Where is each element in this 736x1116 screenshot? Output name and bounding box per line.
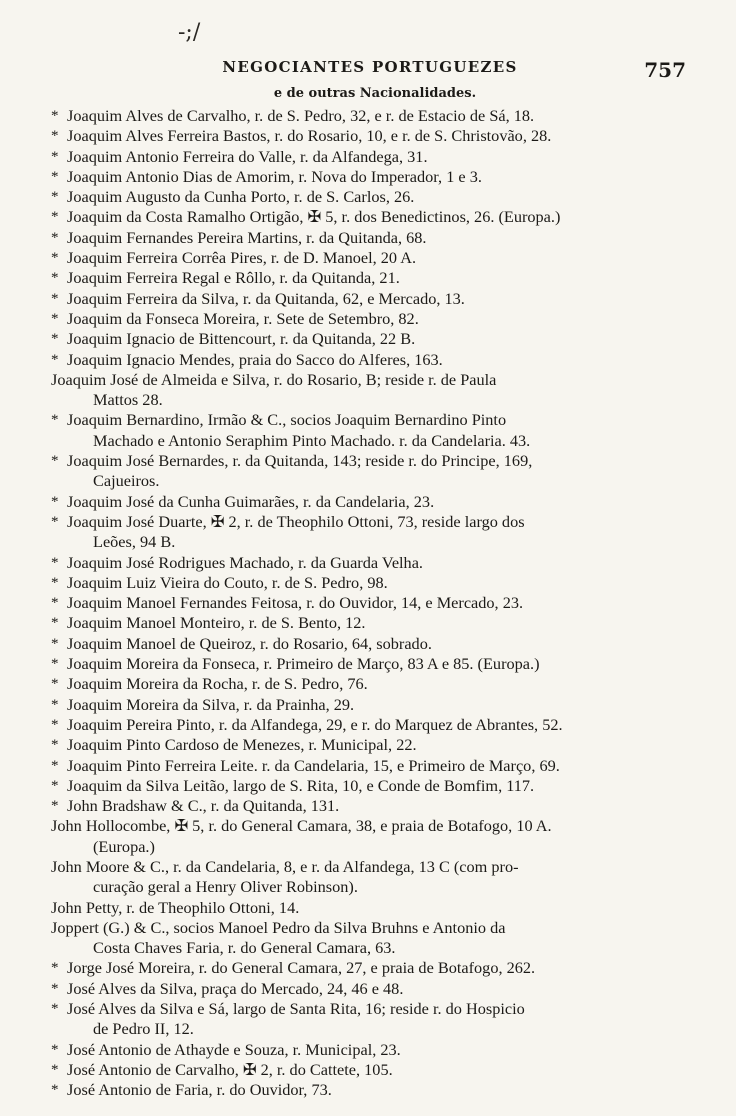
entry-text: Joaquim Ignacio de Bittencourt, r. da Quitanda, 22 B.	[67, 329, 416, 349]
entry-text: Joaquim Moreira da Silva, r. da Prainha, 29.	[67, 694, 355, 714]
entry-text: Joaquim Moreira da Rocha, r. de S. Pedro, 76.	[67, 674, 368, 694]
entry-marker: *	[51, 777, 59, 794]
entry-text-continuation: de Pedro II, 12.	[93, 1019, 194, 1039]
directory-entry	[51, 634, 691, 654]
entry-text: José Antonio de Faria, r. do Ouvidor, 73.	[67, 1080, 332, 1100]
entry-marker: *	[51, 1061, 59, 1078]
entry-text: Joaquim Bernardino, Irmão & C., socios Joaquim Bernardino Pinto	[67, 410, 507, 430]
directory-entry	[51, 715, 691, 735]
entry-text: John Moore & C., r. da Candelaria, 8, e r. da Alfandega, 13 C (com pro-	[51, 856, 519, 876]
entry-marker: *	[51, 108, 59, 124]
entry-marker: *	[51, 960, 59, 977]
directory-entry	[51, 350, 691, 370]
directory-entry	[51, 207, 691, 227]
entry-text-continuation: Machado e Antonio Seraphim Pinto Machado. r. da Candelaria. 43.	[93, 430, 531, 450]
entry-text: Jorge José Moreira, r. do General Camara, 27, e praia de Botafogo, 262.	[67, 958, 536, 978]
directory-entry	[51, 857, 691, 898]
entry-marker: *	[51, 148, 59, 165]
entry-text: Joaquim Moreira da Fonseca, r. Primeiro de Março, 83 A e 85. (Europa.)	[67, 654, 540, 674]
entry-text: John Petty, r. de Theophilo Ottoni, 14.	[51, 897, 300, 917]
directory-entry	[51, 695, 691, 715]
entry-text-continuation: (Europa.)	[93, 836, 155, 856]
entry-marker: *	[51, 229, 59, 246]
entry-text: Joaquim da Silva Leitão, largo de S. Rita, 10, e Conde de Bomfim, 117.	[67, 775, 535, 795]
directory-entry	[51, 979, 691, 999]
entry-marker: *	[51, 798, 59, 815]
entry-marker: *	[51, 1041, 59, 1058]
entry-marker: *	[51, 270, 59, 287]
entry-marker: *	[51, 656, 59, 673]
entry-text: Joppert (G.) & C., socios Manoel Pedro da Silva Bruhns e Antonio da	[51, 917, 506, 937]
directory-entry	[51, 958, 691, 978]
directory-entry	[51, 492, 691, 512]
entry-text: Joaquim Augusto da Cunha Porto, r. de S. Carlos, 26.	[67, 187, 415, 207]
entry-marker: *	[51, 513, 59, 530]
entry-marker: *	[51, 635, 59, 652]
directory-entry	[51, 756, 691, 776]
directory-entry	[51, 167, 691, 187]
directory-entry	[51, 126, 691, 146]
directory-entry	[51, 268, 691, 288]
entry-marker: *	[51, 696, 59, 713]
entry-marker: *	[51, 1082, 59, 1099]
entry-text: Joaquim José da Cunha Guimarães, r. da Candelaria, 23.	[67, 491, 435, 511]
entry-text-continuation: Costa Chaves Faria, r. do General Camara, 63.	[93, 938, 396, 958]
entry-text: Joaquim José Bernardes, r. da Quitanda, 143; reside r. do Principe, 169,	[67, 451, 533, 471]
page-header-title: NEGOCIANTES PORTUGUEZES	[222, 58, 518, 76]
directory-entry	[51, 613, 691, 633]
directory-entry	[51, 106, 691, 126]
directory-entry	[51, 553, 691, 573]
entry-text: Joaquim Pinto Cardoso de Menezes, r. Municipal, 22.	[67, 735, 417, 755]
entry-marker: *	[51, 574, 59, 591]
page-subtitle: e de outras Nacionalidades.	[273, 86, 477, 101]
directory-entry	[51, 248, 691, 268]
entry-marker: *	[51, 310, 59, 327]
entry-text: José Alves da Silva, praça do Mercado, 24, 46 e 48.	[67, 978, 404, 998]
entry-marker: *	[51, 331, 59, 348]
entry-text: Joaquim da Costa Ramalho Ortigão, ✠ 5, r. dos Benedictinos, 26. (Europa.)	[67, 207, 561, 227]
directory-entry	[51, 309, 691, 329]
directory-entry	[51, 147, 691, 167]
entry-text: Joaquim Pereira Pinto, r. da Alfandega, 29, e r. do Marquez de Abrantes, 52.	[67, 714, 563, 734]
entry-text-continuation: Mattos 28.	[93, 390, 163, 410]
directory-entry	[51, 776, 691, 796]
directory-entry-list	[51, 106, 691, 1101]
directory-entry	[51, 918, 691, 959]
directory-entry	[51, 898, 691, 918]
directory-entry	[51, 654, 691, 674]
directory-entry	[51, 1060, 691, 1080]
entry-marker: *	[51, 351, 59, 368]
entry-marker: *	[51, 128, 59, 145]
entry-text: José Antonio de Carvalho, ✠ 2, r. do Cattete, 105.	[67, 1059, 393, 1079]
page-number: 757	[644, 58, 686, 82]
directory-entry	[51, 573, 691, 593]
directory-entry	[51, 289, 691, 309]
entry-text: José Alves da Silva e Sá, largo de Santa Rita, 16; reside r. do Hospicio	[67, 999, 525, 1019]
entry-marker: *	[51, 615, 59, 632]
entry-text: Joaquim Manoel de Queiroz, r. do Rosario, 64, sobrado.	[67, 633, 432, 653]
directory-entry	[51, 187, 691, 207]
entry-text: Joaquim Fernandes Pereira Martins, r. da Quitanda, 68.	[67, 227, 427, 247]
entry-marker: *	[51, 1001, 59, 1018]
entry-text-continuation: Leões, 94 B.	[93, 532, 176, 552]
entry-text: Joaquim Antonio Dias de Amorim, r. Nova do Imperador, 1 e 3.	[67, 166, 482, 186]
directory-entry	[51, 593, 691, 613]
directory-entry	[51, 1040, 691, 1060]
directory-entry	[51, 1080, 691, 1100]
entry-text: John Hollocombe, ✠ 5, r. do General Camara, 38, e praia de Botafogo, 10 A.	[51, 816, 552, 836]
entry-marker: *	[51, 676, 59, 693]
directory-entry	[51, 816, 691, 857]
entry-marker: *	[51, 209, 59, 226]
directory-entry	[51, 796, 691, 816]
entry-text: Joaquim Manoel Fernandes Feitosa, r. do Ouvidor, 14, e Mercado, 23.	[67, 593, 524, 613]
directory-entry	[51, 735, 691, 755]
entry-text: John Bradshaw & C., r. da Quitanda, 131.	[67, 796, 340, 816]
entry-text: Joaquim Alves Ferreira Bastos, r. do Rosario, 10, e r. de S. Christovão, 28.	[67, 126, 552, 146]
directory-entry	[51, 410, 691, 451]
entry-marker: *	[51, 189, 59, 206]
entry-text: Joaquim Ignacio Mendes, praia do Sacco do Alferes, 163.	[67, 349, 443, 369]
entry-marker: *	[51, 737, 59, 754]
directory-entry	[51, 674, 691, 694]
directory-entry	[51, 329, 691, 349]
entry-text: Joaquim Ferreira Corrêa Pires, r. de D. Manoel, 20 A.	[67, 248, 417, 268]
entry-text-continuation: curação geral a Henry Oliver Robinson).	[93, 877, 358, 897]
entry-marker: *	[51, 250, 59, 267]
entry-marker: *	[51, 412, 59, 429]
entry-marker: *	[51, 453, 59, 470]
directory-entry	[51, 370, 691, 411]
entry-marker: *	[51, 168, 59, 185]
entry-text: Joaquim Luiz Vieira do Couto, r. de S. Pedro, 98.	[67, 572, 388, 592]
entry-marker: *	[51, 290, 59, 307]
entry-text: Joaquim Ferreira da Silva, r. da Quitanda, 62, e Mercado, 13.	[67, 288, 465, 308]
entry-text: Joaquim Alves de Carvalho, r. de S. Pedro, 32, e r. de Estacio de Sá, 18.	[67, 106, 535, 125]
entry-marker: *	[51, 554, 59, 571]
entry-text: Joaquim Antonio Ferreira do Valle, r. da Alfandega, 31.	[67, 146, 428, 166]
entry-text: Joaquim Pinto Ferreira Leite. r. da Candelaria, 15, e Primeiro de Março, 69.	[67, 755, 560, 775]
directory-entry	[51, 451, 691, 492]
entry-text-continuation: Cajueiros.	[93, 471, 160, 491]
entry-text: Joaquim José Duarte, ✠ 2, r. de Theophilo Ottoni, 73, reside largo dos	[67, 511, 525, 531]
directory-entry	[51, 512, 691, 553]
entry-text: Joaquim José de Almeida e Silva, r. do Rosario, B; reside r. de Paula	[51, 369, 497, 389]
entry-marker: *	[51, 716, 59, 733]
directory-entry	[51, 228, 691, 248]
entry-marker: *	[51, 493, 59, 510]
entry-text: Joaquim da Fonseca Moreira, r. Sete de Setembro, 82.	[67, 308, 419, 328]
entry-text: Joaquim Ferreira Regal e Rôllo, r. da Quitanda, 21.	[67, 268, 400, 288]
pencil-mark: -;/	[178, 20, 201, 45]
entry-text: Joaquim Manoel Monteiro, r. de S. Bento, 12.	[67, 613, 366, 633]
entry-marker: *	[51, 595, 59, 612]
entry-marker: *	[51, 980, 59, 997]
entry-text: José Antonio de Athayde e Souza, r. Municipal, 23.	[67, 1039, 401, 1059]
directory-entry	[51, 999, 691, 1040]
entry-marker: *	[51, 757, 59, 774]
entry-text: Joaquim José Rodrigues Machado, r. da Guarda Velha.	[67, 552, 423, 572]
